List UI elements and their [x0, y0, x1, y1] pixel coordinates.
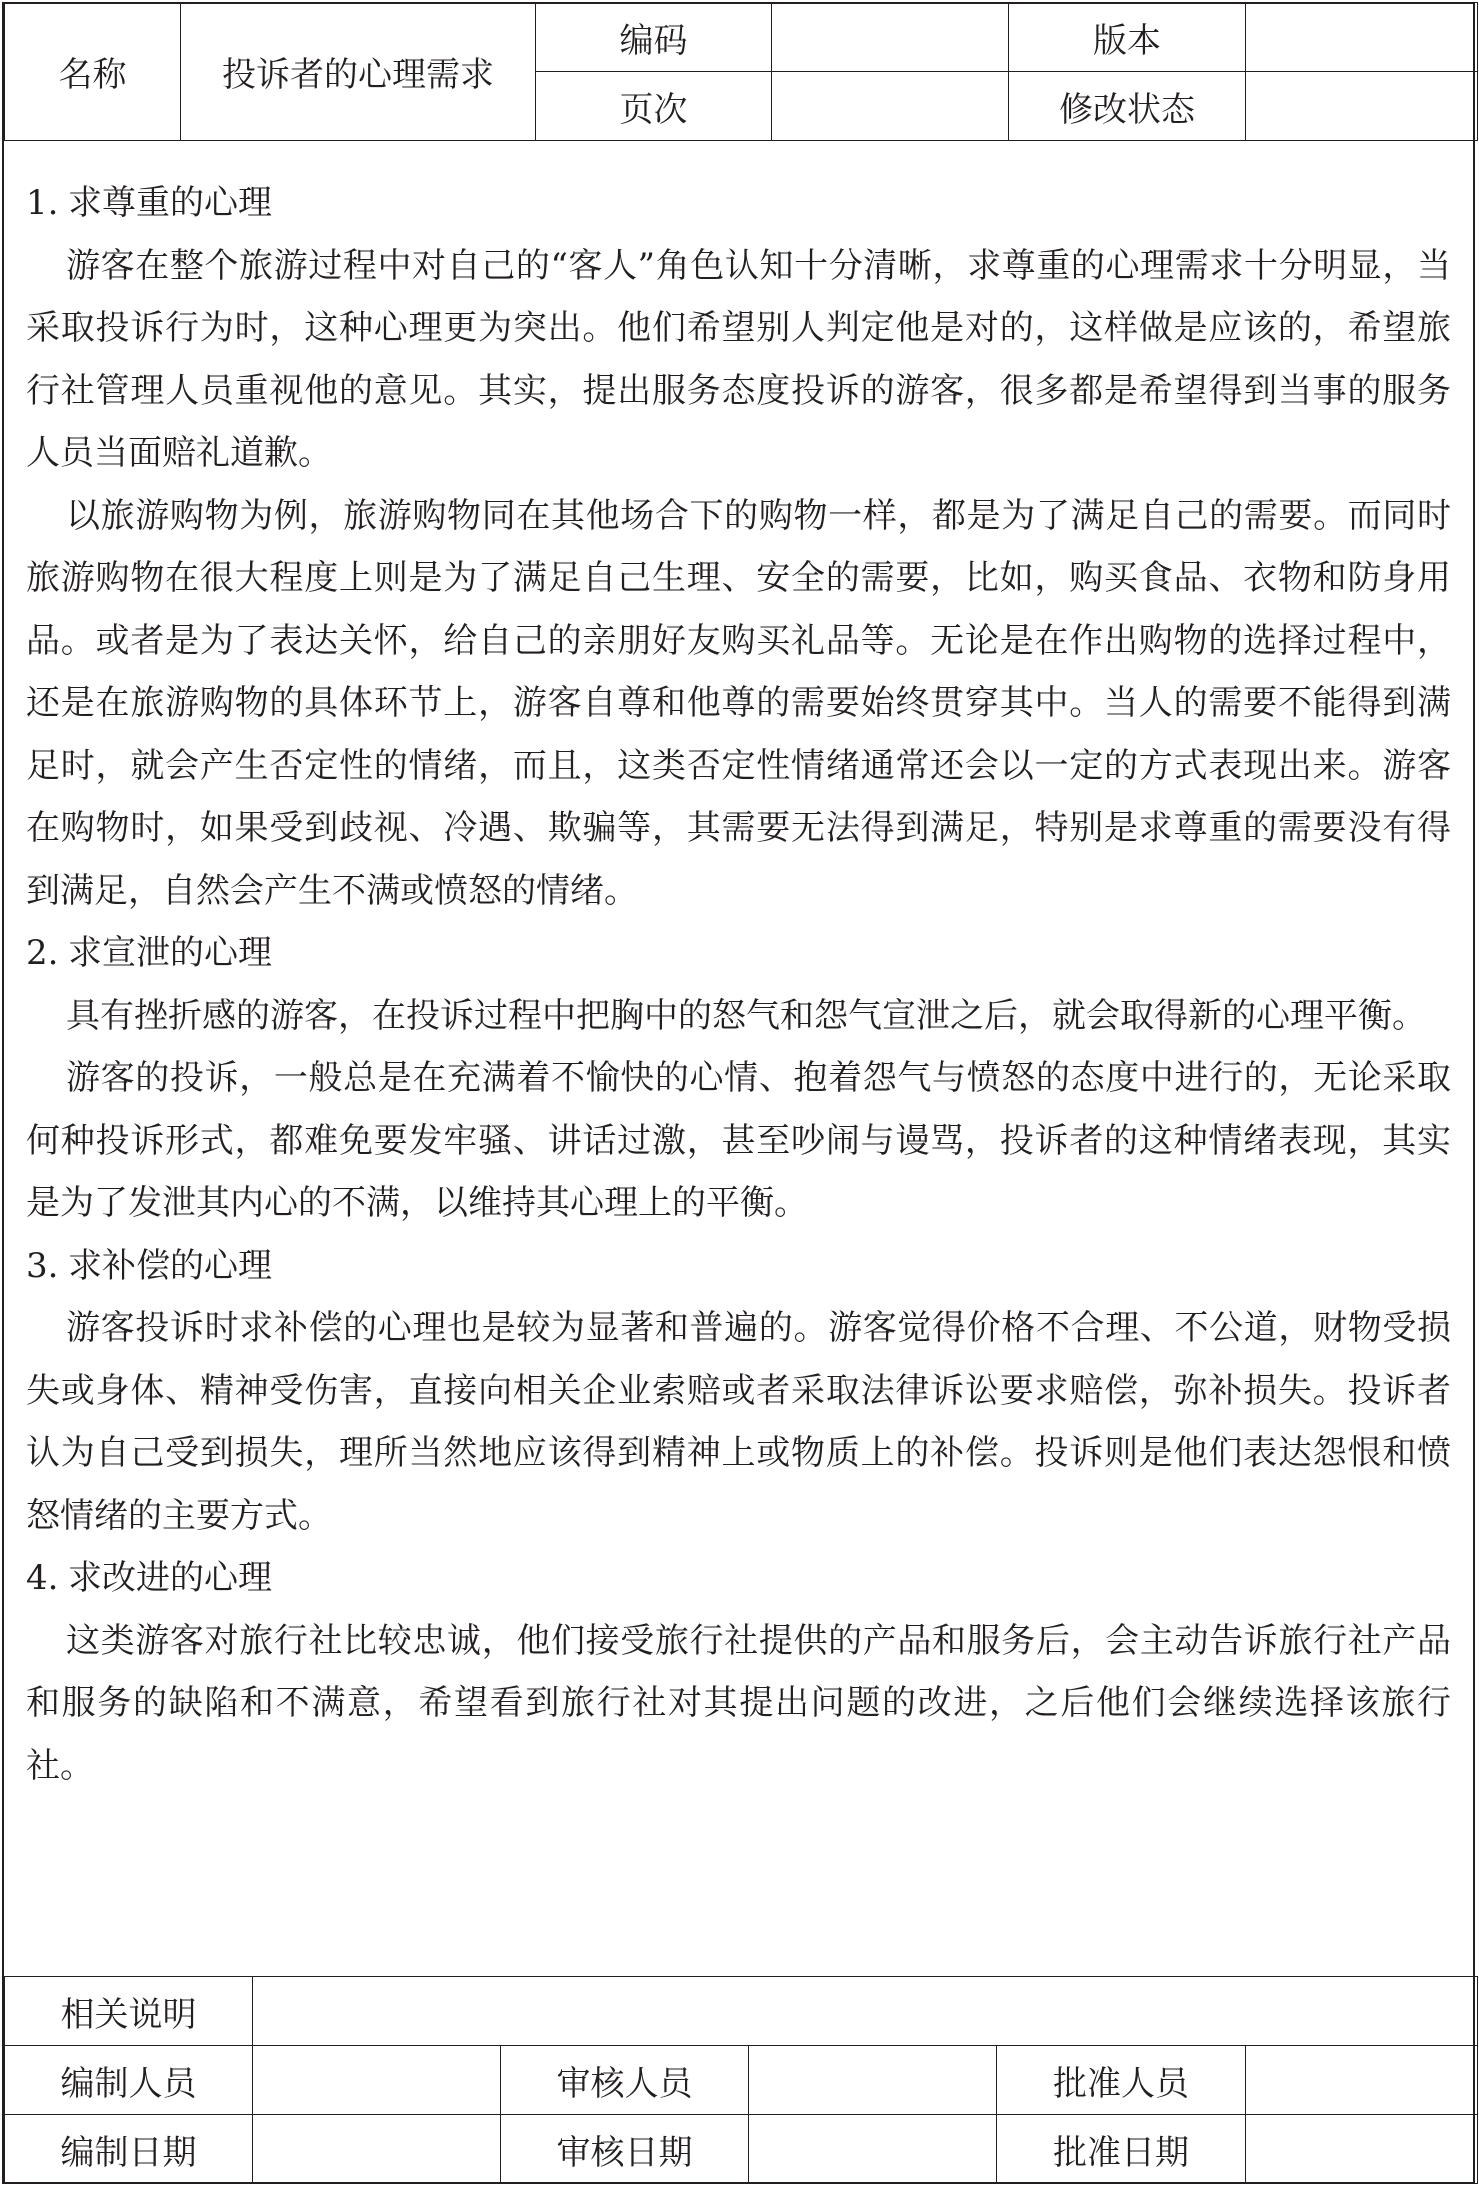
document-sheet — [2, 2, 1475, 2184]
approved-date-label: 批准日期 — [997, 2115, 1246, 2184]
section-heading — [26, 172, 1451, 235]
section-title: 求补偿的心理 — [68, 1245, 272, 1286]
version-label: 版本 — [1009, 3, 1246, 72]
name-value: 投诉者的心理需求 — [181, 3, 536, 141]
reviewed-by-label: 审核人员 — [501, 2046, 749, 2115]
paragraph: 这类游客对旅行社比较忠诚，他们接受旅行社提供的产品和服务后，会主动告诉旅行社产品和服务的缺陷和不满意，希望看到旅行社对其提出问题的改进，之后他们会继续选择该旅行社。 — [26, 1620, 1451, 1786]
approved-by-value — [1246, 2046, 1478, 2115]
section-number: 4. — [26, 1558, 59, 1598]
approved-date-value — [1246, 2115, 1478, 2184]
page-value — [772, 72, 1009, 141]
paragraph: 以旅游购物为例，旅游购物同在其他场合下的购物一样，都是为了满足自己的需要。而同时旅游购物在很大程度上则是为了满足自己生理、安全的需要，比如，购买食品、衣物和防身用品。或者是为了表达关怀，给自己的亲朋好友购买礼品等。无论是在作出购物的选择过程中，还是在旅游购物的具体环节上，游客自尊和他尊的需要始终贯穿其中。当人的需要不能得到满足时，就会产生否定性的情绪，而且，这类否定性情绪通常还会以一定的方式表现出来。游客在购物时，如果受到歧视、冷遇、欺骗等，其需要无法得到满足，特别是求尊重的需要没有得到满足，自然会产生不满或愤怒的情绪。 — [26, 495, 1451, 911]
code-label: 编码 — [536, 3, 772, 72]
section-number: 3. — [26, 1245, 59, 1286]
section-title: 求尊重的心理 — [68, 183, 272, 223]
section-4 — [26, 1547, 1451, 1797]
section-2 — [26, 922, 1451, 1235]
paragraph: 游客在整个旅游过程中对自己的“客人”角色认知十分清晰，求尊重的心理需求十分明显，当采取投诉行为时，这种心理更为突出。他们希望别人判定他是对的，这样做是应该的，希望旅行社管理人员重视他的意见。其实，提出服务态度投诉的游客，很多都是希望得到当事的服务人员当面赔礼道歉。 — [26, 245, 1451, 473]
name-label: 名称 — [5, 3, 181, 141]
prepared-date-value — [253, 2115, 501, 2184]
section-title: 求宣泄的心理 — [68, 933, 272, 973]
paragraph: 游客投诉时求补偿的心理也是较为显著和普遍的。游客觉得价格不合理、不公道，财物受损失或身体、精神受伤害，直接向相关企业索赔或者采取法律诉讼要求赔偿，弥补损失。投诉者认为自己受到损失，理所当然地应该得到精神上或物质上的补偿。投诉则是他们表达怨恨和愤怒情绪的主要方式。 — [26, 1308, 1451, 1536]
notes-value — [253, 1977, 1478, 2046]
section-heading — [26, 1547, 1451, 1610]
footer-table — [4, 1976, 1478, 2184]
reviewed-date-value — [749, 2115, 997, 2184]
notes-label: 相关说明 — [5, 1977, 253, 2046]
page-label: 页次 — [536, 72, 772, 141]
header-table — [4, 2, 1478, 141]
section-title: 求改进的心理 — [68, 1558, 272, 1598]
section-number: 2. — [26, 933, 59, 973]
revision-value — [1246, 72, 1478, 141]
section-heading — [26, 1235, 1451, 1298]
approved-by-label: 批准人员 — [997, 2046, 1246, 2115]
prepared-by-label: 编制人员 — [5, 2046, 253, 2115]
prepared-date-label: 编制日期 — [5, 2115, 253, 2184]
section-3 — [26, 1235, 1451, 1548]
reviewed-date-label: 审核日期 — [501, 2115, 749, 2184]
prepared-by-value — [253, 2046, 501, 2115]
paragraph: 游客的投诉，一般总是在充满着不愉快的心情、抱着怨气与愤怒的态度中进行的，无论采取何种投诉形式，都难免要发牢骚、讲话过激，甚至吵闹与谩骂，投诉者的这种情绪表现，其实是为了发泄其内心的不满，以维持其心理上的平衡。 — [26, 1058, 1451, 1223]
paragraph: 具有挫折感的游客，在投诉过程中把胸中的怒气和怨气宣泄之后，就会取得新的心理平衡。 — [66, 995, 1426, 1036]
code-value — [772, 3, 1009, 72]
section-heading — [26, 922, 1451, 985]
section-number: 1. — [26, 183, 59, 223]
reviewed-by-value — [749, 2046, 997, 2115]
revision-label: 修改状态 — [1009, 72, 1246, 141]
section-1 — [26, 172, 1451, 922]
version-value — [1246, 3, 1478, 72]
document-body — [4, 144, 1473, 1972]
